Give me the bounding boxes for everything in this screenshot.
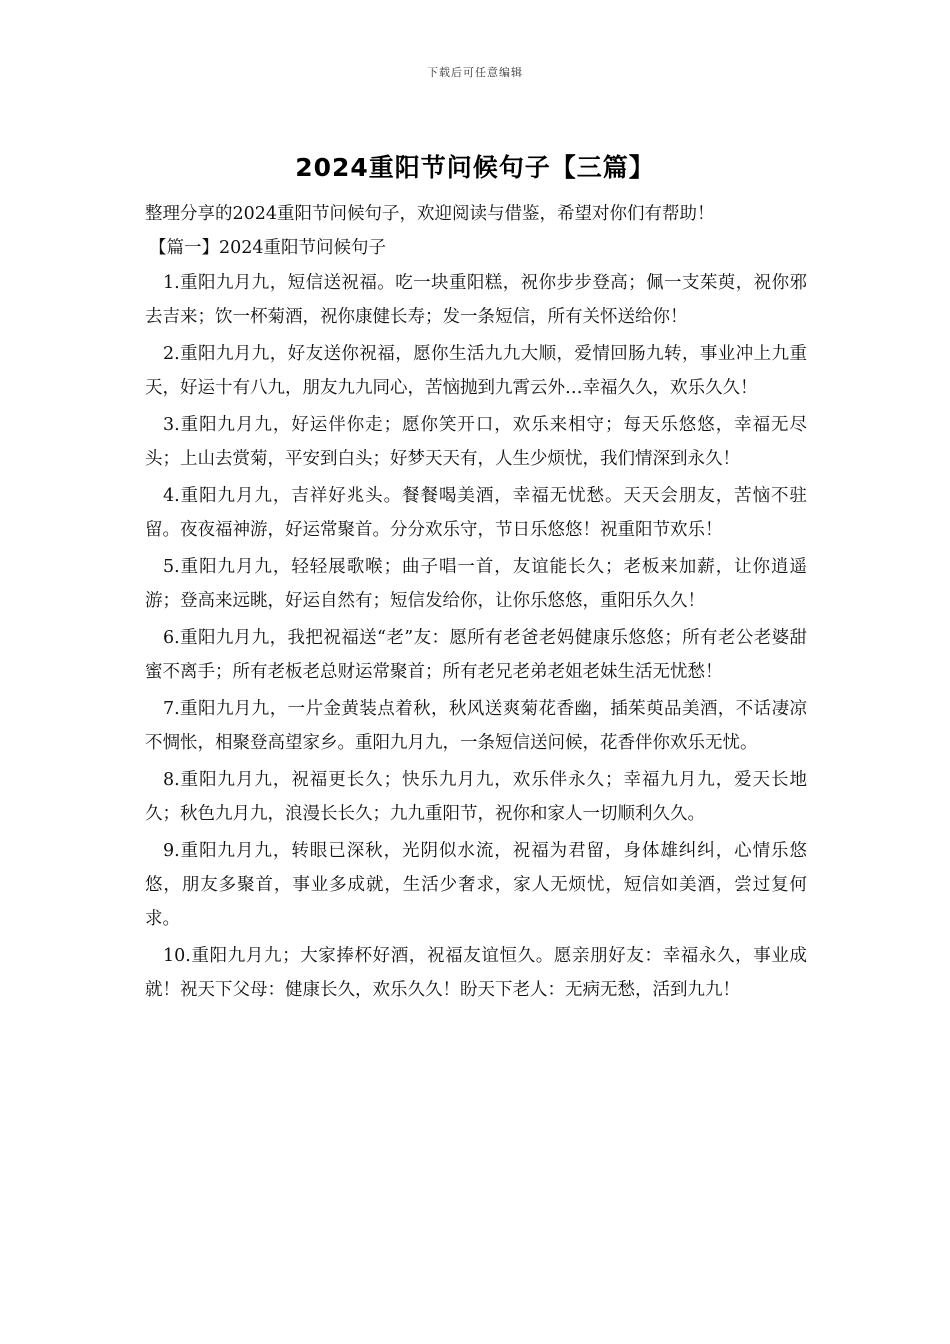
document-body (145, 197, 807, 1010)
list-item: 2.重阳九月九，好友送你祝福，愿你生活九九大顺，爱情回肠九转，事业冲上九重天，好运十有八九，朋友九九同心，苦恼抛到九霄云外…幸福久久，欢乐久久！ (145, 344, 807, 398)
list-item: 10.重阳九月九；大家捧杯好酒，祝福友谊恒久。愿亲朋好友：幸福永久，事业成就！祝天下父母：健康长久，欢乐久久！盼天下老人：无病无愁，活到九九！ (145, 946, 807, 1000)
list-item: 8.重阳九月九，祝福更长久；快乐九月九，欢乐伴永久；幸福九月九，爱天长地久；秋色九月九，浪漫长长久；九九重阳节，祝你和家人一切顺利久久。 (145, 770, 807, 824)
list-item: 3.重阳九月九，好运伴你走；愿你笑开口，欢乐来相守；每天乐悠悠，幸福无尽头；上山去赏菊，平安到白头；好梦天天有，人生少烦忧，我们情深到永久！ (145, 415, 807, 469)
list-item: 7.重阳九月九，一片金黄装点着秋，秋风送爽菊花香幽，插茱萸品美酒，不话凄凉不惆怅，相聚登高望家乡。重阳九月九，一条短信送问候，花香伴你欢乐无忧。 (145, 699, 807, 753)
list-item: 6.重阳九月九，我把祝福送“老”友：愿所有老爸老妈健康乐悠悠；所有老公老婆甜蜜不离手；所有老板老总财运常聚首；所有老兄老弟老姐老妹生活无忧愁！ (145, 628, 807, 682)
list-item: 5.重阳九月九，轻轻展歌喉；曲子唱一首，友谊能长久；老板来加薪，让你逍遥游；登高来远眺，好运自然有；短信发给你，让你乐悠悠，重阳乐久久！ (145, 557, 807, 611)
list-item: 4.重阳九月九，吉祥好兆头。餐餐喝美酒，幸福无忧愁。天天会朋友，苦恼不驻留。夜夜福神游，好运常聚首。分分欢乐守，节日乐悠悠！祝重阳节欢乐！ (145, 486, 807, 540)
list-item: 9.重阳九月九，转眼已深秋，光阴似水流，祝福为君留，身体雄纠纠，心情乐悠悠，朋友多聚首，事业多成就，生活少奢求，家人无烦忧，短信如美酒，尝过复何求。 (145, 841, 807, 929)
list-item: 1.重阳九月九，短信送祝福。吃一块重阳糕，祝你步步登高；佩一支茱萸，祝你邪去吉来；饮一杯菊酒，祝你康健长寿；发一条短信，所有关怀送给你！ (145, 273, 807, 327)
intro-paragraph: 整理分享的2024重阳节问候句子，欢迎阅读与借鉴，希望对你们有帮助！ (145, 204, 715, 224)
document-title: 2024重阳节问候句子【三篇】 (295, 153, 655, 182)
page-header-note: 下载后可任意编辑 (427, 66, 523, 79)
section-heading: 【篇一】2024重阳节问候句子 (149, 238, 387, 258)
